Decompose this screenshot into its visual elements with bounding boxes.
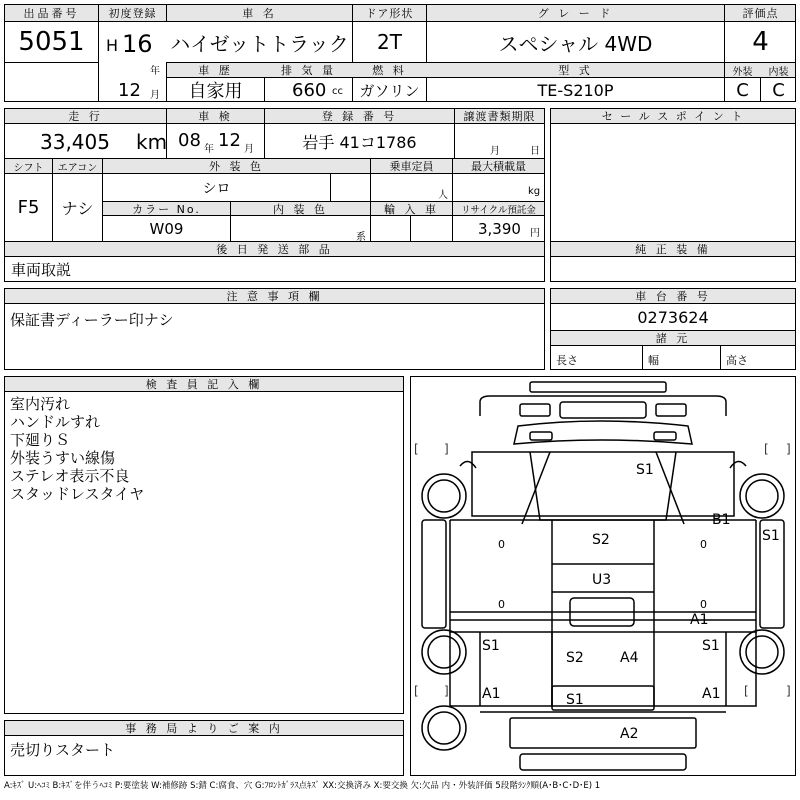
inspector-note: ステレオ表示不良 — [10, 467, 130, 485]
shift-label: シフト — [13, 162, 44, 174]
grade-label: グ レ ー ド — [537, 7, 614, 20]
damage-mark-roof: S1 — [636, 462, 654, 478]
model: TE-S210P — [537, 80, 614, 100]
recycle-label: リサイクル預託金 — [461, 204, 536, 216]
max-load-label: 最大積載量 — [471, 160, 526, 173]
reg-no: 岩手 41コ1786 — [302, 132, 417, 152]
shift: F5 — [17, 197, 40, 218]
damage-mark-bed-lower-left: S2 — [566, 650, 584, 666]
lot-label: 出品番号 — [23, 7, 80, 20]
dims-height: 高さ — [726, 354, 748, 367]
inspector-note: 下廻りＳ — [10, 431, 71, 449]
inspection-year: 08 — [178, 130, 201, 151]
exterior-score-label: 外装 — [732, 66, 753, 78]
zero-mark: 0 — [498, 538, 505, 551]
later-parts: 車両取説 — [11, 261, 72, 279]
inspection-month: 12 — [218, 130, 241, 151]
inspector-note: 室内汚れ — [10, 395, 71, 413]
office-label: 事 務 局 よ り ご 案 内 — [125, 722, 283, 735]
first-reg-month: 12 — [118, 80, 141, 101]
capacity-unit: 人 — [438, 190, 448, 201]
damage-mark-bed-mid: U3 — [592, 572, 612, 588]
damage-legend: A:ｷｽﾞ U:ﾍｺﾐ B:ｷｽﾞを伴うﾍｺﾐ P:要塗装 W:補修跡 S:錆 C:腐食、穴 G:ﾌﾛﾝﾄｶﾞﾗｽ点ｷｽﾞ XX:交換済み X:要交換 欠:欠品 内・外装評価 5段階ﾗﾝｸ順(A･B･C･D･E) 1 — [4, 781, 601, 791]
bracket-marker: ] — [786, 684, 791, 698]
damage-mark-bed-lower-right: A4 — [620, 650, 639, 666]
fuel-label: 燃 料 — [372, 64, 407, 77]
max-load-unit: kg — [528, 186, 541, 197]
first-reg-month-unit: 月 — [150, 90, 160, 101]
chassis-number: 0273624 — [637, 307, 709, 327]
bracket-marker: ] — [444, 684, 449, 698]
color-no: W09 — [149, 219, 184, 238]
dims-length: 長さ — [556, 354, 578, 367]
mileage-unit: km — [136, 130, 168, 154]
transfer-label: 譲渡書類期限 — [463, 110, 536, 123]
car-name-label: 車 名 — [242, 7, 277, 20]
zero-mark: 0 — [700, 598, 707, 611]
bracket-marker: [ — [764, 442, 769, 456]
inspector-note: 外装うすい線傷 — [10, 449, 116, 467]
import-label: 輸 入 車 — [384, 202, 439, 216]
color: シロ — [202, 180, 231, 197]
sales-point-label: セ ー ル ス ポ イ ン ト — [601, 110, 745, 123]
genuine-label: 純 正 装 備 — [635, 243, 711, 256]
damage-mark-tail: S1 — [566, 692, 584, 708]
first-reg-year-unit: 年 — [150, 66, 160, 77]
bracket-marker: ] — [444, 442, 449, 456]
inspection-year-unit: 年 — [204, 144, 214, 155]
model-label: 型 式 — [558, 64, 593, 77]
inspection-label: 車 検 — [198, 110, 233, 123]
first-reg-era: H — [106, 36, 119, 55]
history-label: 車 歴 — [198, 64, 233, 77]
inspector-notes — [10, 395, 144, 503]
car-name: ハイゼットトラック — [170, 31, 349, 56]
bracket-marker: [ — [414, 442, 419, 456]
damage-mark-left-rear-fender: S1 — [482, 638, 500, 654]
bracket-marker: [ — [414, 684, 419, 698]
history: 自家用 — [188, 81, 243, 102]
interior-score: C — [772, 79, 785, 101]
inspector-note: ハンドルすれ — [10, 413, 101, 431]
damage-mark-right-rear-lower: A1 — [702, 686, 721, 702]
displacement-label: 排 気 量 — [281, 64, 336, 77]
damage-mark-left-rear-lower: A1 — [482, 686, 501, 702]
door-label: ドア形状 — [365, 7, 414, 20]
score-label: 評価点 — [742, 7, 779, 20]
displacement-unit: cc — [332, 86, 343, 97]
color-label: 外 装 色 — [209, 160, 264, 173]
grade: スペシャル 4WD — [498, 31, 653, 56]
damage-mark-right-fender-line: A1 — [690, 612, 709, 628]
bracket-marker: ] — [786, 442, 791, 456]
inspection-month-unit: 月 — [244, 144, 254, 155]
aircon: ナシ — [61, 199, 94, 218]
damage-mark-bed-front: S2 — [592, 532, 610, 548]
bracket-marker: [ — [744, 684, 749, 698]
mileage: 33,405 — [40, 130, 110, 154]
zero-mark: 0 — [700, 538, 707, 551]
lot-number: 5051 — [18, 27, 85, 57]
door-type: 2T — [377, 30, 402, 54]
interior-color-unit: 系 — [356, 232, 366, 243]
caution: 保証書ディーラー印ナシ — [10, 311, 174, 329]
recycle: 3,390 — [478, 220, 521, 238]
inspector-label: 検 査 員 記 入 欄 — [145, 378, 263, 391]
reg-no-label: 登 録 番 号 — [321, 110, 398, 123]
recycle-unit: 円 — [530, 228, 540, 239]
office-note: 売切りスタート — [10, 741, 116, 759]
mileage-label: 走 行 — [68, 110, 103, 123]
aircon-label: エアコン — [57, 162, 98, 174]
inspector-note: スタッドレスタイヤ — [10, 485, 145, 503]
first-reg-year: 16 — [122, 30, 153, 58]
interior-score-label: 内装 — [768, 66, 789, 78]
damage-mark-rear-bumper: A2 — [620, 726, 639, 742]
dims-label: 諸 元 — [655, 332, 691, 345]
interior-color-label: 内 装 色 — [273, 202, 328, 216]
score: 4 — [752, 27, 769, 57]
first-reg-label: 初度登録 — [108, 7, 157, 20]
damage-mark-right-rear-fender: S1 — [702, 638, 720, 654]
dims-width: 幅 — [648, 354, 659, 367]
later-parts-label: 後 日 発 送 部 品 — [216, 243, 333, 256]
chassis-label: 車 台 番 号 — [635, 290, 711, 303]
damage-mark-right-side: S1 — [762, 528, 780, 544]
displacement: 660 — [292, 80, 327, 101]
damage-mark-right-front-door: B1 — [712, 512, 731, 528]
color-no-label: カラー No. — [132, 202, 201, 216]
transfer-month-unit: 月 — [490, 146, 500, 157]
caution-label: 注 意 事 項 欄 — [226, 290, 323, 303]
fuel: ガソリン — [359, 81, 420, 100]
capacity-label: 乗車定員 — [389, 160, 434, 173]
exterior-score: C — [736, 79, 749, 101]
transfer-day-unit: 日 — [530, 146, 540, 157]
zero-mark: 0 — [498, 598, 505, 611]
